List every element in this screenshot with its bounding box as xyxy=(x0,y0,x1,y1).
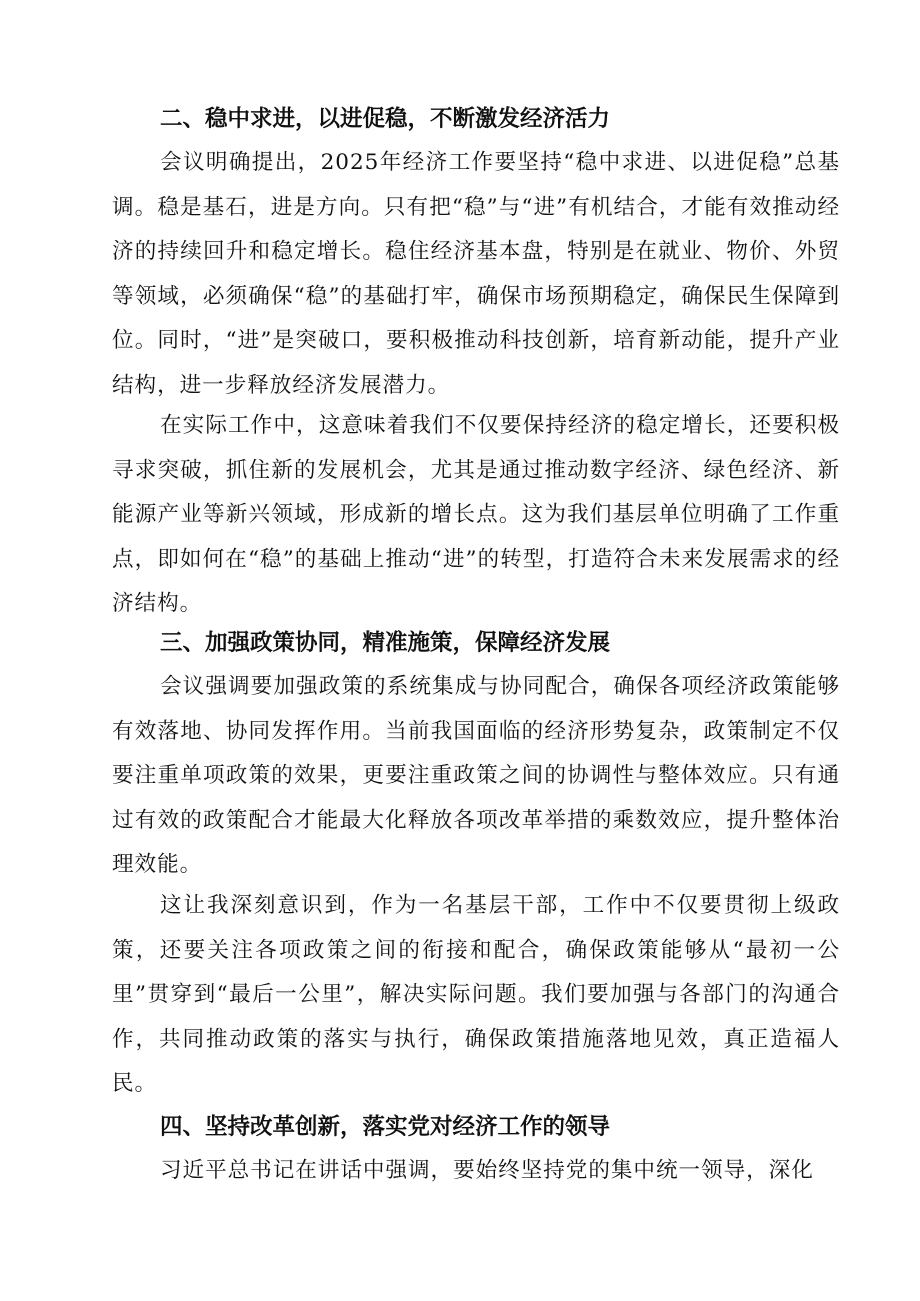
paragraph: 这让我深刻意识到，作为一名基层干部，工作中不仅要贯彻上级政策，还要关注各项政策之间的衔接和配合，确保政策能够从“最初一公里”贯穿到“最后一公里”，解决实际问题。我们要加强与各部门的沟通合作，共同推动政策的落实与执行，确保政策措施落地见效，真正造福人民。 xyxy=(112,893,840,1097)
section-heading-4: 四、坚持改革创新，落实党对经济工作的领导 xyxy=(160,1114,611,1140)
paragraph: 习近平总书记在讲话中强调，要始终坚持党的集中统一领导，深化 xyxy=(160,1158,814,1183)
section-heading-2: 二、稳中求进，以进促稳，不断激发经济活力 xyxy=(160,106,611,132)
paragraph: 会议强调要加强政策的系统集成与协同配合，确保各项经济政策能够有效落地、协同发挥作用。当前我国面临的经济形势复杂，政策制定不仅要注重单项政策的效果，更要注重政策之间的协调性与整体效应。只有通过有效的政策配合才能最大化释放各项改革举措的乘数效应，提升整体治理效能。 xyxy=(112,674,840,878)
section-heading-3: 三、加强政策协同，精准施策，保障经济发展 xyxy=(160,630,611,656)
paragraph: 会议明确提出，2025年经济工作要坚持“稳中求进、以进促稳”总基调。稳是基石，进是方向。只有把“稳”与“进”有机结合，才能有效推动经济的持续回升和稳定增长。稳住经济基本盘，特别是在就业、物价、外贸等领域，必须确保“稳”的基础打牢，确保市场预期稳定，确保民生保障到位。同时，“进”是突破口，要积极推动科技创新，培育新动能，提升产业结构，进一步释放经济发展潜力。 xyxy=(112,150,840,398)
paragraph: 在实际工作中，这意味着我们不仅要保持经济的稳定增长，还要积极寻求突破，抓住新的发展机会，尤其是通过推动数字经济、绿色经济、新能源产业等新兴领域，形成新的增长点。这为我们基层单位明确了工作重点，即如何在“稳”的基础上推动“进”的转型，打造符合未来发展需求的经济结构。 xyxy=(112,413,840,617)
